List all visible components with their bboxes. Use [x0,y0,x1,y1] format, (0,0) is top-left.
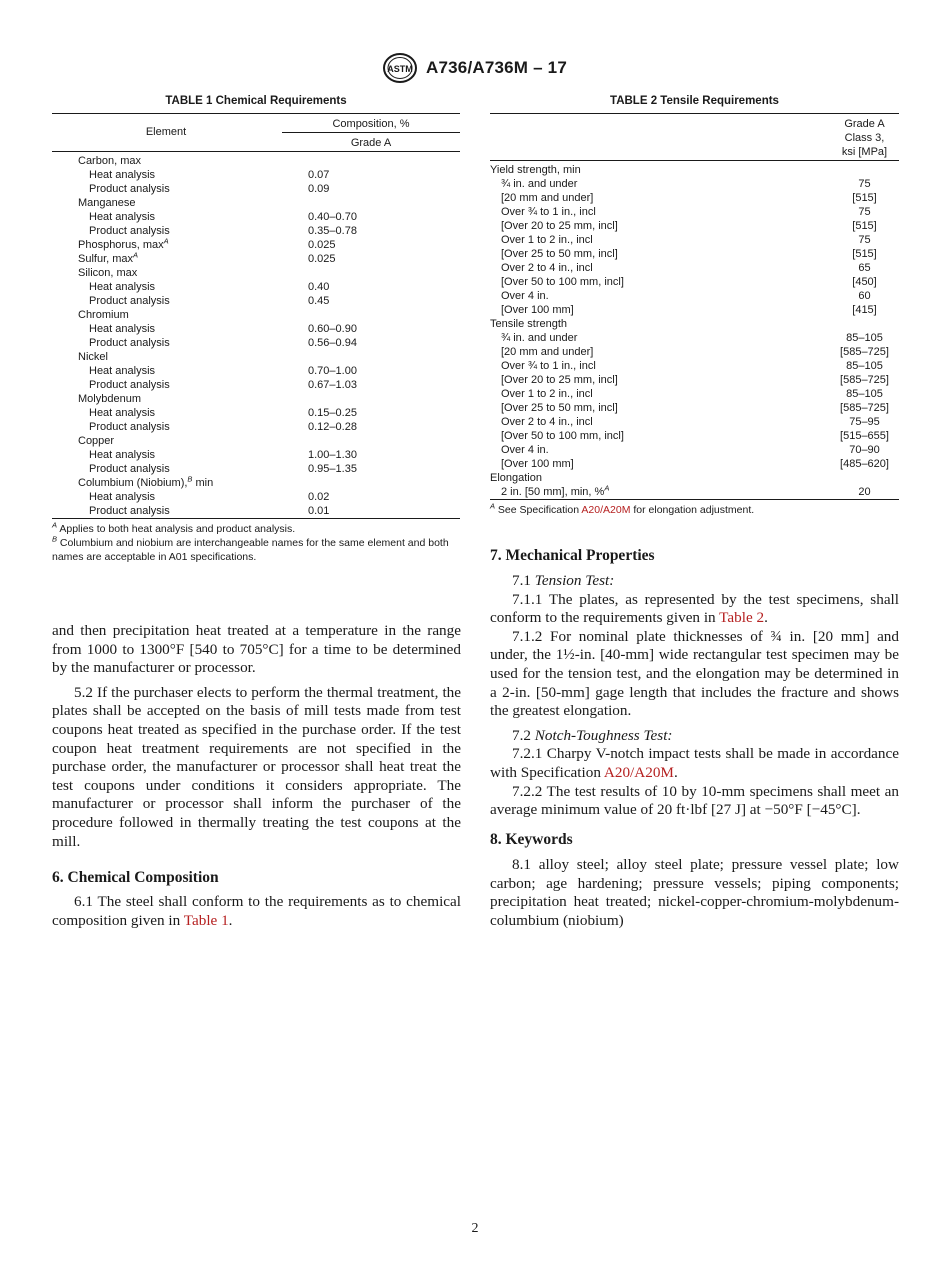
page-header [0,56,950,82]
table1-row [52,350,460,364]
table1-row [52,420,460,434]
table1-title: TABLE 1 Chemical Requirements [165,95,347,107]
table2-row-label: Elongation [490,472,542,484]
table2-row [490,401,899,415]
table2-row-label: Yield strength, min [490,164,581,176]
t2-footnote-a-mark: A [490,501,496,511]
table2-link[interactable]: Table 2 [719,609,765,627]
table2-row-value: 65 [858,262,871,274]
table2-row-value: [515] [852,192,877,204]
page-number: 2 [471,1221,479,1236]
table1-row [52,406,460,420]
table1-bottom-rule [52,518,460,519]
table2-row-label: ¾ in. and under [501,332,578,344]
table2-row [490,331,899,345]
section-8-heading: 8. Keywords [490,831,573,848]
table1-row-value: 0.70–1.00 [308,365,357,377]
table2-row-label: Over ¾ to 1 in., incl [501,206,596,218]
table2-row-value: 20 [858,486,871,498]
table1-footnote-b [52,534,464,564]
paragraph-7-1-2: 7.1.2 For nominal plate thicknesses of ¾ in. [20 mm] and under, the 1½-in. [40-mm] wide rectangular test specimen may be used for the tension test, and the elongation may be determined in a 2-in. [50-mm] gage length that includes the fracture and shows the greatest elongation. [490,627,899,720]
table1-row-value: 0.35–0.78 [308,225,357,237]
table1-row-label: Chromium [78,309,129,321]
table1-row [52,168,460,182]
footnote-a-text: Applies to both heat analysis and product analysis. [57,523,296,535]
table2-row [490,191,899,205]
table2-row-label: Over ¾ to 1 in., incl [501,360,596,372]
table1-head-rule [52,151,460,152]
table1-row-label: Heat analysis [89,491,156,503]
table1-row [52,322,460,336]
table1-row-label: Manganese [78,197,136,209]
table1-row-label: Columbium (Niobium),$^B$ min [78,474,214,489]
paragraph-6-1: 6.1 The steel shall conform to the requirements as to chemical composition given in Table 1. [52,893,461,929]
table2-row [490,261,899,275]
table1-row-label: Heat analysis [89,365,156,377]
table2-row-label: Over 1 to 2 in., incl [501,388,593,400]
table1-row-value: 0.09 [308,183,330,195]
table2-row-label: [Over 20 to 25 mm, incl] [501,220,618,232]
table1-row-label: Sulfur, $\max^A$ [78,250,139,265]
table2-row-value: [585–725] [840,402,889,414]
table1-link[interactable]: Table 1 [183,911,229,929]
section-6-heading: 6. Chemical Composition [52,869,219,886]
table1-row [52,462,460,476]
table1-col-composition: Composition, % [332,118,410,130]
table2-row-label: Over 2 to 4 in., incl [501,416,593,428]
table1-row-value: 0.60–0.90 [308,323,357,335]
table2-row [490,443,899,457]
table2-row [490,219,899,233]
footnote-b-mark: B [52,534,58,544]
table1-row-label: Heat analysis [89,169,156,181]
table1-row-value: 0.01 [308,505,330,517]
table2-row-value: [585–725] [840,346,889,358]
table1-row-label: Product analysis [89,421,170,433]
table2-row [490,177,899,191]
table2-row [490,373,899,387]
table1-row-label: Product analysis [89,505,170,517]
table2-row-label: Over 1 to 2 in., incl [501,234,593,246]
table1-row [52,252,460,266]
table2-row-label: [20 mm and under] [501,346,594,358]
table2-row [490,457,899,471]
table2-row-value: 75–95 [849,416,880,428]
table2-bottom-rule [490,499,899,500]
table2-row-value: [450] [852,276,877,288]
table1-row-label: Product analysis [89,337,170,349]
table1-row-value: 0.40–0.70 [308,211,357,223]
table1-top-rule [52,113,460,114]
table1-row [52,182,460,196]
table2-row [490,247,899,261]
table1-row-label: Heat analysis [89,407,156,419]
table2-row-label: [Over 25 to 50 mm, incl] [501,248,618,260]
paragraph-7-2: 7.2 Notch-Toughness Test: [512,726,673,744]
table1-row [52,280,460,294]
table1-row-label: Carbon, max [78,155,141,167]
table1-row-value: 0.07 [308,169,330,181]
table1-row-label: Heat analysis [89,323,156,335]
table1-row [52,448,460,462]
table1-col-grade: Grade A [350,137,392,149]
table2-row-value: 75 [858,178,871,190]
table1-row-label: Heat analysis [89,449,156,461]
table1-row [52,224,460,238]
table1-row-value: 0.025 [308,253,336,265]
paragraph-8-1: 8.1 alloy steel; alloy steel plate; pressure vessel plate; low carbon; age hardening; pressure vessels; piping components; precipitation heat treated; nickel-copper-chromium-molybdenum-columbium (niobium) [490,856,899,929]
table1-row-label: Nickel [78,351,108,363]
table2-row [490,429,899,443]
table2-row-value: [515] [852,220,877,232]
table1-row-value: 0.40 [308,281,330,293]
table2-row-label: [Over 50 to 100 mm, incl] [501,430,624,442]
table1-row [52,504,460,518]
table2-row-label: [Over 25 to 50 mm, incl] [501,402,618,414]
paragraph-7-2-2: 7.2.2 The test results of 10 by 10-mm specimens shall meet an average minimum value of 20 ft·lbf [27 J] at −50°F [−45°C]. [490,782,899,819]
table1-row [52,490,460,504]
table2-row-value: 60 [858,290,871,302]
table2-row [490,205,899,219]
table1-row-value: 0.12–0.28 [308,421,357,433]
table2-body [490,163,899,499]
table2-row [490,163,899,177]
table2-row [490,387,899,401]
section-7-heading: 7. Mechanical Properties [490,547,655,564]
table1-row [52,364,460,378]
table2-row-value: 85–105 [846,360,883,372]
paragraph-5-2: 5.2 If the purchaser elects to perform the thermal treatment, the plates shall be accepted on the basis of mill tests made from test coupons heat treated as specified in the purchase order. If the test coupon heat treatment requirements are not specified in the purchase order, the manufacturer or processor shall heat treat the test coupons under conditions it considers appropriate. The manufacturer or processor shall inform the purchaser of the procedure followed in thermally treating the test coupons at the mill. [52,683,461,850]
table1-body [52,154,460,518]
table2-head-units: ksi [MPa] [841,146,888,158]
table1-row-label: Product analysis [89,379,170,391]
table1-row-value: 0.02 [308,491,330,503]
table2-row [490,415,899,429]
table1-row [52,378,460,392]
table1-footnote-a [52,520,462,537]
table1-sub-rule [282,132,460,133]
right-column-text [490,572,899,820]
table1-row-label: Copper [78,435,115,447]
table1-row-label: Heat analysis [89,281,156,293]
paragraph-7-1: 7.1 Tension Test: [512,572,615,589]
table2-row-value: 85–105 [846,388,883,400]
table1-row-value: 0.56–0.94 [308,337,357,349]
table1-row-label: Product analysis [89,463,170,475]
paragraph-7-2-1: 7.2.1 Charpy V-notch impact tests shall be made in accordance with Specification A20/A20M. [490,745,899,781]
table1-row [52,476,460,490]
table1-row-value: 0.15–0.25 [308,407,357,419]
table2-row-label: Over 4 in. [501,290,549,302]
table2-row-value: 85–105 [846,332,883,344]
table2-footnote-a: $^A$ See Specification A20/A20M for elongation adjustment. [490,501,755,516]
table2-row-value: [485–620] [840,458,889,470]
footnote-b-text: Columbium and niobium are interchangeable names for the same element and both names are acceptable in A01 specifications. [52,537,449,563]
astm-logo-icon [382,52,418,84]
table1-row [52,392,460,406]
table1-row [52,434,460,448]
table2-row [490,289,899,303]
table1-row [52,210,460,224]
table1-row-value: 0.95–1.35 [308,463,357,475]
table2-row-value: [515] [852,248,877,260]
table2-head-class: Class 3, [844,132,885,144]
table1-row [52,308,460,322]
table1-col-element: Element [145,126,187,138]
table1-row-value: 1.00–1.30 [308,449,357,461]
table2-row-label: 2 in. [50 mm], min, %$^A$ [501,483,610,498]
paragraph-continued: and then precipitation heat treated at a temperature in the range from 1000 to 1300°F [540 to 705°C] for a time to be determined by the manufacturer or processor. [52,622,461,677]
table2-row [490,345,899,359]
table2-row [490,485,899,499]
table1-row-label: Product analysis [89,295,170,307]
table2-row [490,233,899,247]
paragraph-7-1-1: 7.1.1 The plates, as represented by the test specimens, shall conform to the requirements given in Table 2. [490,590,899,627]
table2-row-value: [415] [852,304,877,316]
table1-row-value: 0.45 [308,295,330,307]
table2-head-grade: Grade A [844,118,885,130]
a20-link[interactable]: A20/A20M [581,504,631,516]
table2-row-label: [20 mm and under] [501,192,594,204]
table1-row [52,294,460,308]
table2-row [490,303,899,317]
table1-row-value: 0.025 [308,239,336,251]
table2-row-value: 75 [858,206,871,218]
table1-row-label: Heat analysis [89,211,156,223]
a20-spec-link[interactable]: A20/A20M [603,763,674,781]
table2-row [490,317,899,331]
table2-row [490,275,899,289]
table2-top-rule [490,113,899,114]
table2-row-label: ¾ in. and under [501,178,578,190]
table2-row-value: [515–655] [840,430,889,442]
table2-row-label: Over 2 to 4 in., incl [501,262,593,274]
table1-row [52,238,460,252]
table1-row [52,336,460,350]
table2-row [490,359,899,373]
table2-row-label: [Over 100 mm] [501,304,574,316]
table2-row-label: Tensile strength [490,318,568,330]
table2-head-rule [490,160,899,161]
table1-row-label: Product analysis [89,225,170,237]
table1-row [52,154,460,168]
left-column-text [52,622,461,851]
table2-row-label: Over 4 in. [501,444,549,456]
table1-row-label: Phosphorus, $\max^A$ [78,236,169,251]
table2-row-label: [Over 100 mm] [501,458,574,470]
table1-row-value: 0.67–1.03 [308,379,357,391]
table2-row-label: [Over 50 to 100 mm, incl] [501,276,624,288]
table2-row [490,471,899,485]
table1-row-label: Silicon, max [78,267,138,279]
logo-text: ASTM [387,64,413,74]
table2-row-value: 70–90 [849,444,880,456]
table2-row-value: 75 [858,234,871,246]
footnote-a-mark: A [52,520,58,530]
table1-row-label: Product analysis [89,183,170,195]
table2-row-value: [585–725] [840,374,889,386]
table2-row-label: [Over 20 to 25 mm, incl] [501,374,618,386]
document-designation: A736/A736M – 17 [426,58,567,77]
table2-title: TABLE 2 Tensile Requirements [610,95,779,107]
table1-row [52,196,460,210]
table1-row [52,266,460,280]
table1-row-label: Molybdenum [78,393,141,405]
